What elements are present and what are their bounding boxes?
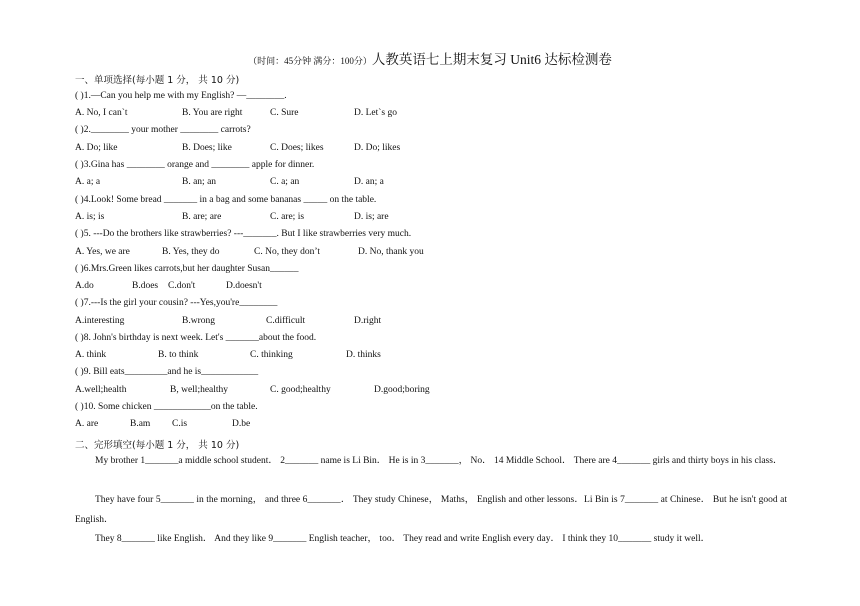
q9-option-d: D.good;boring xyxy=(374,385,430,395)
page-title-line xyxy=(0,48,860,69)
question-5-stem: ( )5. ---Do the brothers like strawberries? ---_______. But I like strawberries very much. xyxy=(75,229,412,239)
q9-option-b: B, well;healthy xyxy=(170,385,229,395)
q10-option-d: D.be xyxy=(232,419,251,429)
q6-option-d: D.doesn't xyxy=(226,281,262,291)
q10-option-a: A. are xyxy=(75,419,99,429)
question-2-stem: ( )2.________ your mother ________ carrots? xyxy=(75,125,251,135)
section-1-title: 一、单项选择(每小题 1 分， 共 10 分) xyxy=(75,75,240,86)
question-10-options xyxy=(75,419,775,431)
question-5-options xyxy=(75,247,775,259)
q1-option-c: C. Sure xyxy=(270,108,299,118)
q10-option-b: B.am xyxy=(130,419,151,429)
cloze-paragraph-3: They 8_______ like English． And they like 9_______ English teacher， too． They read and write English every day． I think they 10_______ study it well． xyxy=(95,534,711,544)
q7-option-a: A.interesting xyxy=(75,316,125,326)
q6-option-b: B.does xyxy=(132,281,159,291)
q4-option-c: C. are; is xyxy=(270,212,305,222)
question-9-stem: ( )9. Bill eats_________and he is____________ xyxy=(75,367,259,377)
q5-option-d: D. No, thank you xyxy=(358,247,424,257)
q10-option-c: C.is xyxy=(172,419,188,429)
q4-option-b: B. are; are xyxy=(182,212,222,222)
q3-option-a: A. a; a xyxy=(75,177,101,187)
q1-option-d: D. Let`s go xyxy=(354,108,398,118)
question-6-stem: ( )6.Mrs.Green likes carrots,but her daughter Susan______ xyxy=(75,264,299,274)
q6-option-a: A.do xyxy=(75,281,94,291)
q4-option-a: A. is; is xyxy=(75,212,105,222)
q3-option-b: B. an; an xyxy=(182,177,217,187)
q2-option-b: B. Does; like xyxy=(182,143,232,153)
q3-option-d: D. an; a xyxy=(354,177,384,187)
q5-option-c: C. No, they don’t xyxy=(254,247,321,257)
question-4-options xyxy=(75,212,775,224)
question-1-stem: ( )1.—Can you help me with my English? —________. xyxy=(75,91,287,101)
q9-option-a: A.well;health xyxy=(75,385,127,395)
q1-option-a: A. No, I can`t xyxy=(75,108,128,118)
q7-option-d: D.right xyxy=(354,316,382,326)
question-10-stem: ( )10. Some chicken ____________on the table. xyxy=(75,402,258,412)
question-4-stem: ( )4.Look! Some bread _______ in a bag and some bananas _____ on the table. xyxy=(75,195,377,205)
question-2-options xyxy=(75,143,775,155)
question-9-options xyxy=(75,385,775,397)
q2-option-d: D. Do; likes xyxy=(354,143,401,153)
question-7-stem: ( )7.---Is the girl your cousin? ---Yes,you're________ xyxy=(75,298,278,308)
question-8-stem: ( )8. John's birthday is next week. Let's _______about the food. xyxy=(75,333,317,343)
page-title: 人教英语七上期末复习 Unit6 达标检测卷 xyxy=(371,52,612,67)
q7-option-c: C.difficult xyxy=(266,316,306,326)
q1-option-b: B. You are right xyxy=(182,108,243,118)
question-3-options xyxy=(75,177,775,189)
q3-option-c: C. a; an xyxy=(270,177,300,187)
question-6-options xyxy=(75,281,775,293)
q5-option-b: B. Yes, they do xyxy=(162,247,220,257)
q5-option-a: A. Yes, we are xyxy=(75,247,130,257)
q8-option-c: C. thinking xyxy=(250,350,293,360)
question-3-stem: ( )3.Gina has ________ orange and ________ apple for dinner. xyxy=(75,160,315,170)
q2-option-a: A. Do; like xyxy=(75,143,118,153)
cloze-paragraph-1: My brother 1_______a middle school student． 2_______ name is Li Bin． He is in 3_______， No． 14 Middle School． There are 4_______ girls and thirty boys in his class． xyxy=(95,456,783,466)
q8-option-a: A. think xyxy=(75,350,107,360)
exam-meta: （时间：45分钟 满分：100分） xyxy=(248,56,372,66)
question-7-options xyxy=(75,316,775,328)
question-8-options xyxy=(75,350,775,362)
q7-option-b: B.wrong xyxy=(182,316,215,326)
q6-option-c: C.don't xyxy=(168,281,196,291)
q8-option-d: D. thinks xyxy=(346,350,381,360)
q9-option-c: C. good;healthy xyxy=(270,385,331,395)
question-1-options xyxy=(75,108,775,120)
q8-option-b: B. to think xyxy=(158,350,199,360)
cloze-paragraph-2: They have four 5_______ in the morning， and three 6_______． They study Chinese， Maths， English and other lessons．Li Bin is 7_______ at Chinese． But he isn't good at English． xyxy=(75,495,787,525)
q4-option-d: D. is; are xyxy=(354,212,389,222)
q2-option-c: C. Does; likes xyxy=(270,143,324,153)
section-2-title: 二、完形填空(每小题 1 分， 共 10 分) xyxy=(75,440,240,451)
